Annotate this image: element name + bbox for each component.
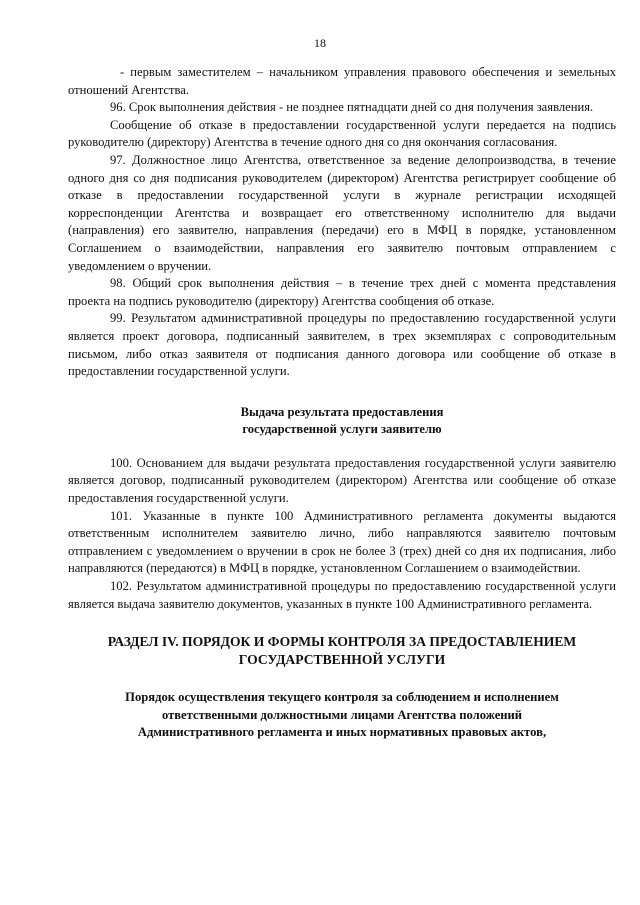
paragraph-100: 100. Основанием для выдачи результата предоставления государственной услуги заявителю является договор, подписанный руководителем (директором) Агентства или сообщение об отказе предоставления государственной услуги. [68,455,616,506]
paragraph-102: 102. Результатом административной процедуры по предоставлению государственной услуги является выдача заявителю документов, указанных в пункте 100 Административного регламента. [68,579,616,611]
final-heading-line-3: Административного регламента и иных нормативных правовых актов, [137,725,547,740]
paragraph-96: 96. Срок выполнения действия - не позднее пятнадцати дней со дня получения заявления. [110,100,594,115]
document-body [68,64,616,742]
subheading-line-2: государственной услуги заявителю [242,422,442,437]
final-heading-line-2: ответственными должностными лицами Агентства положений [161,707,523,722]
paragraph-97: 97. Должностное лицо Агентства, ответственное за ведение делопроизводства, в течение одного дня со дня подписания руководителем (директором) Агентства регистрирует сообщение об отказе в предоставлении государственной услуги в журнале регистрации исходящей корреспонденции Агентства и возвращает его ответственному исполнителю для выдачи (направления) его заявителю, направления (передачи) его в МФЦ в порядке, установленном Соглашением о взаимодействии, направления его заявителю почтовым отправлением с уведомлением о вручении. [68,152,616,273]
page-number: 18 [314,36,326,50]
subheading-line-1: Выдача результата предоставления [240,404,444,419]
section-heading-line-1: РАЗДЕЛ IV. ПОРЯДОК И ФОРМЫ КОНТРОЛЯ ЗА ПРЕДОСТАВЛЕНИЕМ [107,634,577,650]
section-heading [68,633,616,669]
subheading-result-issuance [68,404,616,439]
final-heading [68,689,616,742]
paragraph-refusal-signature: Сообщение об отказе в предоставлении государственной услуги передается на подпись руководителю (директору) Агентства в течение одного дня со дня окончания согласования. [68,117,616,150]
paragraph-98: 98. Общий срок выполнения действия – в течение трех дней с момента представления проекта на подпись руководителю (директору) Агентства сообщения об отказе. [68,276,616,308]
paragraph-99: 99. Результатом административной процедуры по предоставлению государственной услуги является проект договора, подписанный заявителем, в трех экземплярах с сопроводительным письмом, либо отказ заявителя от подписания данного договора или сообщение об отказе в предоставлении государственной услуги. [68,311,616,379]
section-heading-line-2: ГОСУДАРСТВЕННОЙ УСЛУГИ [238,652,446,668]
final-heading-line-1: Порядок осуществления текущего контроля за соблюдением и исполнением [125,690,559,705]
paragraph-deputy: - первым заместителем – начальником управления правового обеспечения и земельных отношений Агентства. [68,65,616,97]
paragraph-101: 101. Указанные в пункте 100 Административного регламента документы выдаются ответственным исполнителем заявителю лично, либо направляются заявителю почтовым отправлением с уведомлением о вручении в срок не более 3 (трех) дней со дня их подписания, либо направляются (передаются) в МФЦ в порядке, установленном Соглашением о взаимодействии. [68,508,616,576]
